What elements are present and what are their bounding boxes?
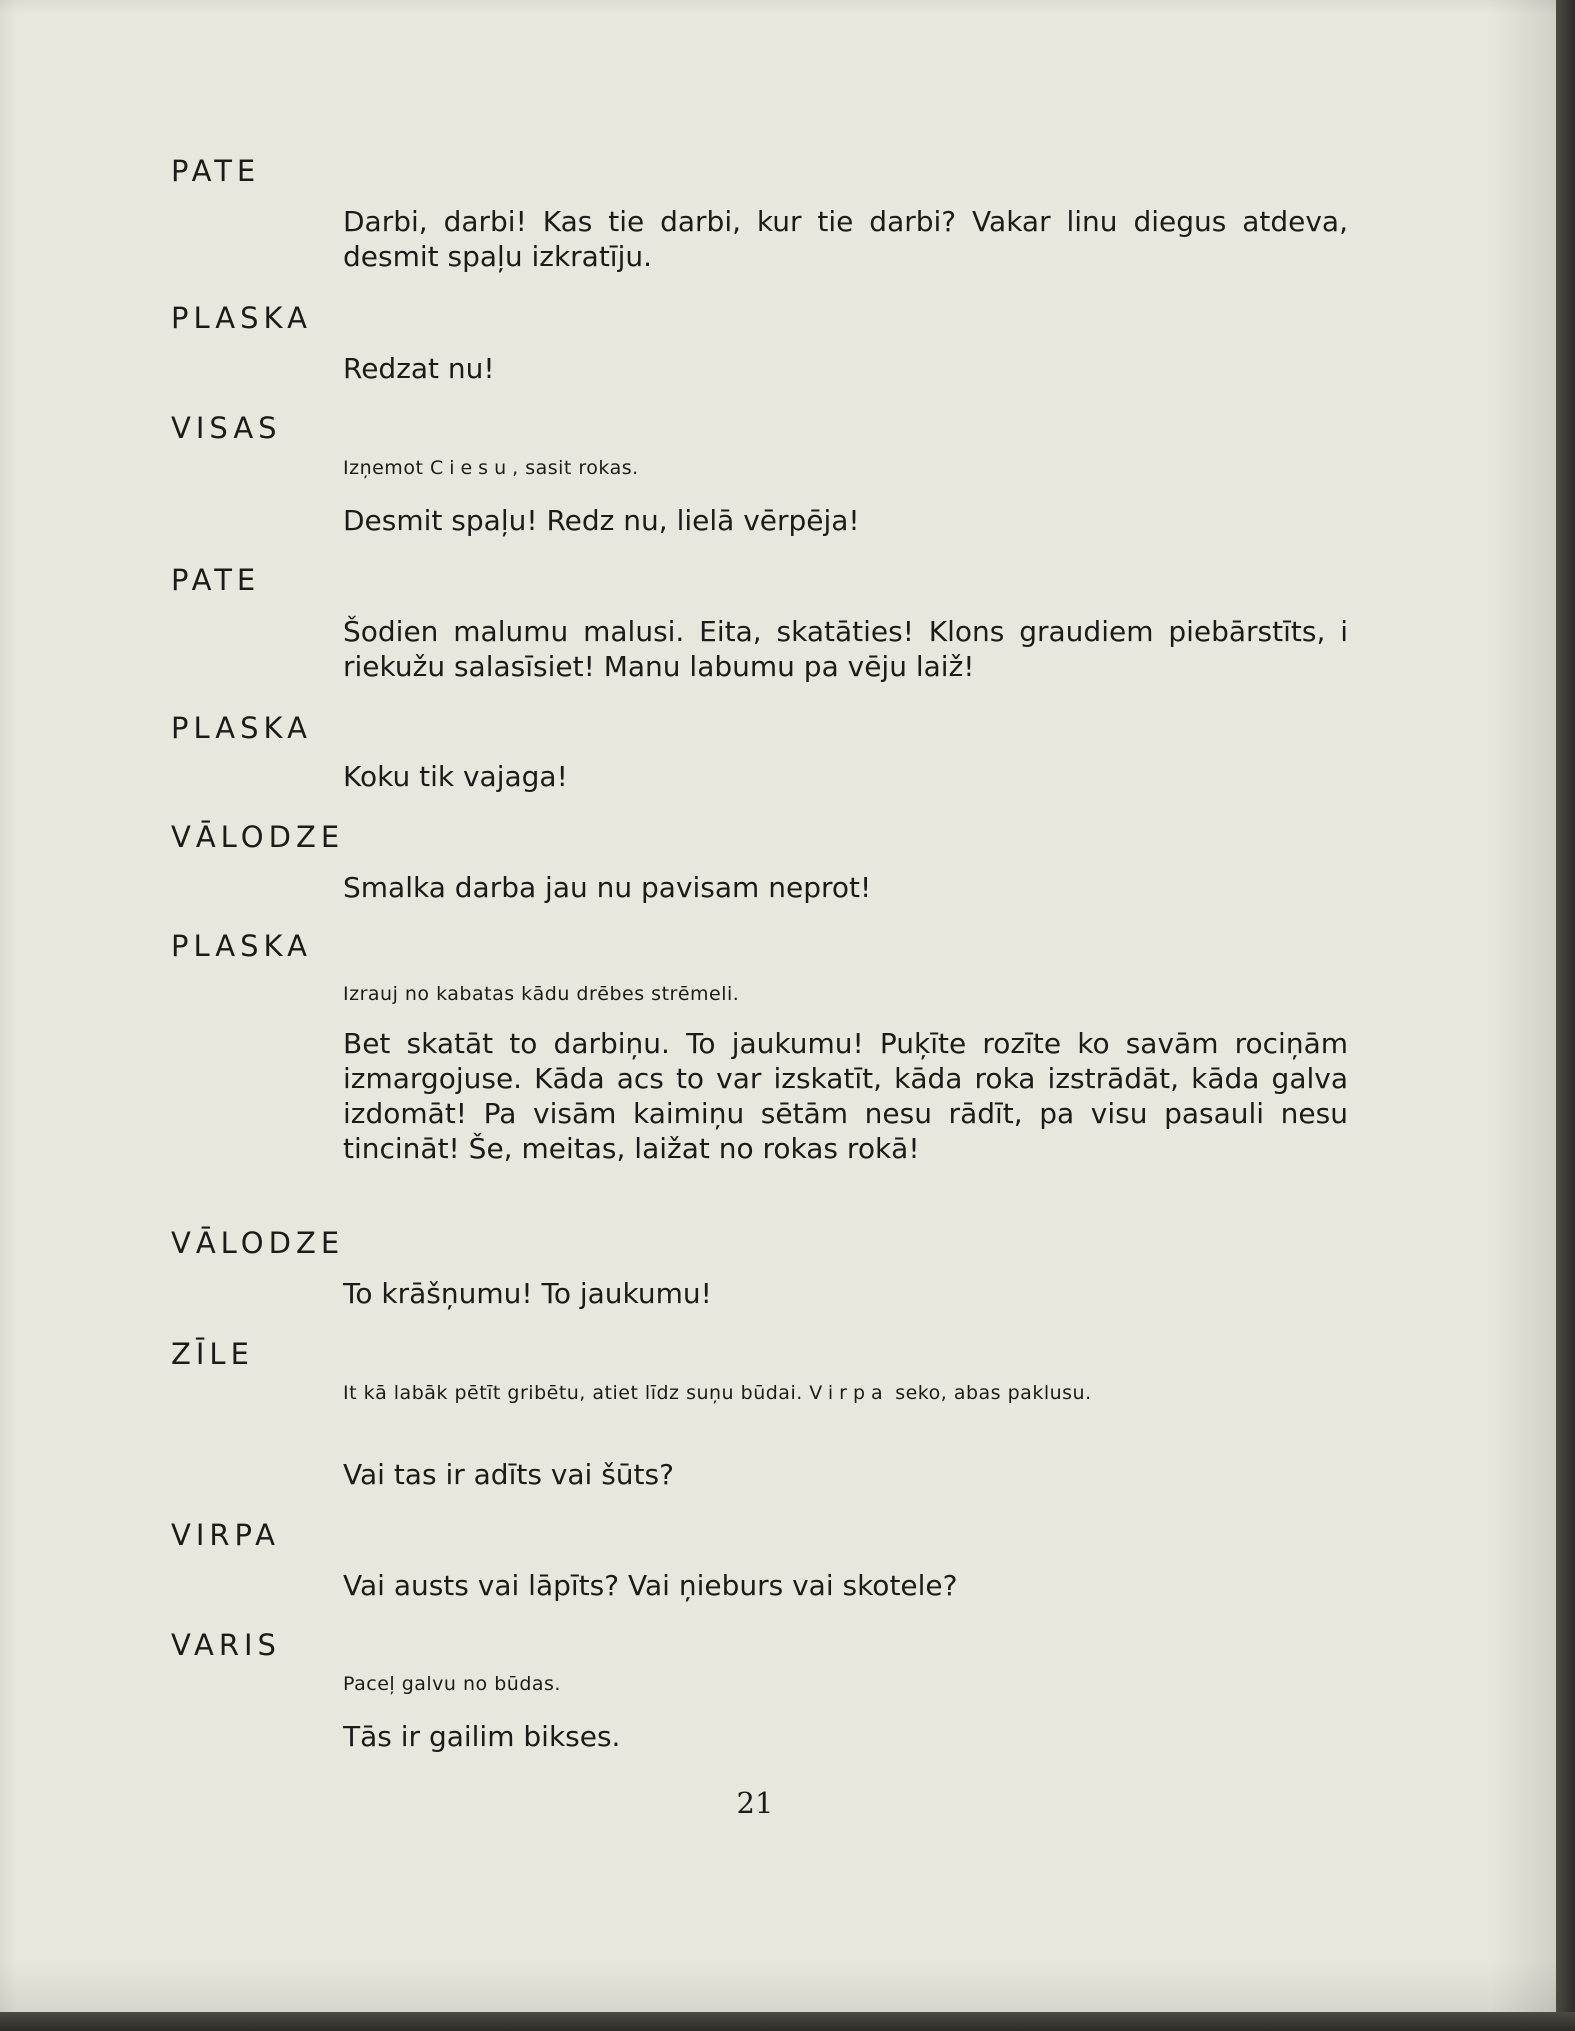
speaker-name: PLASKA [171,301,312,335]
dialogue-line: Darbi, darbi! Kas tie darbi, kur tie darbi? Vakar linu diegus atdeva, desmit spaļu izkratīju. [343,205,1348,273]
page-number: 21 [736,1786,774,1820]
dialogue-line: Šodien malumu malusi. Eita, skatāties! Klons graudiem piebārstīts, i riekužu salasīsiet! Manu labumu pa vēju laiž! [343,615,1348,683]
dialogue-line: Redzat nu! [343,352,495,385]
speaker-name: VARIS [171,1628,281,1662]
dialogue-line: Vai tas ir adīts vai šūts? [343,1458,674,1491]
stage-direction: It kā labāk pētīt gribētu, atiet līdz suņu būdai. Virpa seko, abas paklusu. [343,1382,1092,1404]
speaker-name: PLASKA [171,929,312,963]
dialogue-line: Vai austs vai lāpīts? Vai ņieburs vai skotele? [343,1569,958,1602]
stage-direction: Izrauj no kabatas kādu drēbes strēmeli. [343,983,740,1005]
speaker-name: VISAS [171,411,282,445]
stage-direction: Paceļ galvu no būdas. [343,1673,561,1695]
scan-edge-bottom [0,2012,1575,2031]
speaker-name: PLASKA [171,711,312,745]
dialogue-line: To krāšņumu! To jaukumu! [343,1277,712,1310]
speaker-name: PATE [171,154,261,188]
dialogue-line: Smalka darba jau nu pavisam neprot! [343,871,872,904]
speaker-name: PATE [171,563,261,597]
speaker-name: VIRPA [171,1518,281,1552]
dialogue-line: Bet skatāt to darbiņu. To jaukumu! Puķīte rozīte ko savām rociņām izmargojuse. Kāda acs to var izskatīt, kāda roka izstrādāt, kāda galva izdomāt! Pa visām kaimiņu sētām nesu rādīt, pa visu pasauli nesu tincināt! Še, meitas, laižat no rokas rokā! [343,1027,1348,1165]
character-reference: Virpa [809,1382,889,1404]
speaker-name: ZĪLE [171,1337,254,1371]
speaker-name: VĀLODZE [171,820,345,854]
dialogue-line: Desmit spaļu! Redz nu, lielā vērpēja! [343,504,860,537]
stage-direction: Izņemot Ciesu, sasit rokas. [343,457,639,479]
character-reference: Ciesu [429,457,513,479]
speaker-name: VĀLODZE [171,1226,345,1260]
scan-edge-right [1556,0,1575,2031]
dialogue-line: Koku tik vajaga! [343,760,568,793]
dialogue-line: Tās ir gailim bikses. [343,1720,621,1753]
